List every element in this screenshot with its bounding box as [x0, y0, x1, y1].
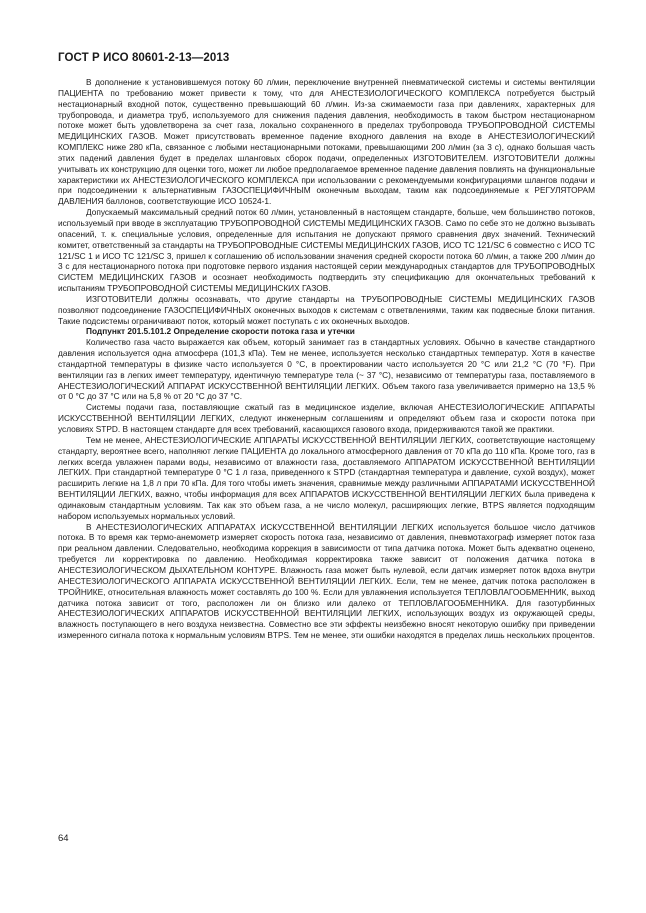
paragraph: Системы подачи газа, поставляющие сжатый газ в медицинское изделие, включая АНЕСТЕЗИОЛОГИЧЕСКИЕ АППАРАТЫ ИСКУССТВЕННОЙ ВЕНТИЛЯЦИИ ЛЕГКИХ, следуют инженерным соглашениям и определяют объем газа и скорости потока при условиях STPD. В настоящем стандарте для всех требований, касающихся газового входа, придерживаются такой же практики.: [58, 402, 595, 434]
page-number: 64: [58, 833, 69, 844]
paragraph: Допускаемый максимальный средний поток 60 л/мин, установленный в настоящем стандарте, больше, чем большинство потоков, используемый при вводе в эксплуатацию ТРУБОПРОВОДНОЙ СИСТЕМЫ МЕДИЦИНСКИХ ГАЗОВ. Само по себе это не должно вызывать опасений, т. к. специальные условия, определенные для испытания не допускают прямого сравнения двух значений. Технический комитет, ответственный за стандарты на ТРУБОПРОВОДНЫЕ СИСТЕМЫ МЕДИЦИНСКИХ ГАЗОВ, ИСО ТС 121/SC 6 совместно с ИСО ТС 121/SC 1 и ИСО ТС 121/SC 3, пришел к соглашению об использовании значения средней скорости потока 60 л/мин, а также 200 л/мин до 3 с для нестационарного потока при подготовке первого издания настоящей серии международных стандартов для ТРУБОПРОВОДНЫХ СИСТЕМ МЕДИЦИНСКИХ ГАЗОВ и осознает необходимость подтвердить эту спецификацию для окончательных требований к испытаниям ТРУБОПРОВОДНОЙ СИСТЕМЫ МЕДИЦИНСКИХ ГАЗОВ.: [58, 207, 595, 294]
paragraph: В дополнение к установившемуся потоку 60 л/мин, переключение внутренней пневматической системы и системы вентиляции ПАЦИЕНТА по требованию может привести к тому, что для АНЕСТЕЗИОЛОГИЧЕСКОГО КОМПЛЕКСА потребуется быстрый нестационарный входной поток, существенно превышающий 60 л/мин. Из-за сжимаемости газа при давлениях, характерных для трубопровода, и диаметра труб, используемого для снижения падения давления, необходимость в таком быстром нестационарном потоке может быть удовлетворена за счет газа, локально сохраненного в пределах трубопровода ТРУБОПРОВОДНОЙ СИСТЕМЫ МЕДИЦИНСКИХ ГАЗОВ. Может присутствовать временное падение входного давления на входе в АНЕСТЕЗИОЛОГИЧЕСКИЙ КОМПЛЕКС ниже 280 кПа, связанное с любыми нестационарными потоками, превышающими 200 л/мин (за 3 с), однако большая часть этих падений давления будет в пределах шланговых сборок подачи, определенных ИЗГОТОВИТЕЛЕМ. ИЗГОТОВИТЕЛИ должны учитывать их конструкцию для оценки того, может ли любое предполагаемое временное падение давления повлиять на функциональные характеристики их АНЕСТЕЗИОЛОГИЧЕСКОГО КОМПЛЕКСА при использовании с рекомендуемыми конфигурациями шлангов подачи и при подсоединении к альтернативным ГАЗОСПЕЦИФИЧНЫМ оконечным выходам, таким как подсоединяемые к РЕГУЛЯТОРАМ ДАВЛЕНИЯ баллонов, соответствующие ИСО 10524-1.: [58, 77, 595, 207]
standard-header: ГОСТ Р ИСО 80601-2-13—2013: [58, 52, 230, 64]
paragraph: Количество газа часто выражается как объем, который занимает газ в стандартных условиях. Обычно в качестве стандартного давления используется одна атмосфера (101,3 кПа). Тем не менее, используется несколько стандартных температур. Хотя в качестве стандартной температуры в физике часто используется 0 °С, в проектировании часто используется 20 °С или 21,2 °С (70 °F). При вентиляции газ в легких имеет температуру, идентичную температуре тела (~ 37 °С), независимо от температуры газа, поставляемого в АНЕСТЕЗИОЛОГИЧЕСКИЙ АППАРАТ ИСКУССТВЕННОЙ ВЕНТИЛЯЦИИ ЛЕГКИХ. Объем такого газа увеличивается примерно на 13,5 % от 0 °С до 37 °С или на 5,8 % от 20 °С до 37 °С.: [58, 337, 595, 402]
paragraph: ИЗГОТОВИТЕЛИ должны осознавать, что другие стандарты на ТРУБОПРОВОДНЫЕ СИСТЕМЫ МЕДИЦИНСКИХ ГАЗОВ позволяют подсоединение ГАЗОСПЕЦИФИЧНЫХ оконечных выходов к системам с ответвлениями, таким как подвесные блоки питания. Такие подсистемы ограничивают поток, который может поступать с их оконечных выходов.: [58, 293, 595, 326]
subclause-heading: Подпункт 201.5.101.2 Определение скорости потока газа и утечки: [86, 326, 355, 337]
paragraph: Тем не менее, АНЕСТЕЗИОЛОГИЧЕСКИЕ АППАРАТЫ ИСКУССТВЕННОЙ ВЕНТИЛЯЦИИ ЛЕГКИХ, соответствующие настоящему стандарту, вероятнее всего, наполняют легкие ПАЦИЕНТА до локального атмосферного давления от 70 кПа до 110 кПа. Кроме того, газ в легких всегда увлажнен парами воды, независимо от влажности газа, доставляемого АППАРАТОМ ИСКУССТВЕННОЙ ВЕНТИЛЯЦИИ ЛЕГКИХ. При стандартной температуре 0 °С 1 л газа, приведенного к STPD (стандартная температура и давление, сухой воздух), может расширить легкие на 1,8 л при 70 кПа. Для того чтобы иметь значения, сравнимые между различными АППАРАТАМИ ИСКУССТВЕННОЙ ВЕНТИЛЯЦИИ ЛЕГКИХ, важно, чтобы информация для всех АППАРАТОВ ИСКУССТВЕННОЙ ВЕНТИЛЯЦИИ ЛЕГКИХ была приведена к одинаковым стандартным условиям. Так как это объем газа, а не число молекул, расширяющих легкие, BTPS является подходящим набором используемых нормальных условий.: [58, 434, 595, 521]
paragraph: В АНЕСТЕЗИОЛОГИЧЕСКИХ АППАРАТАХ ИСКУССТВЕННОЙ ВЕНТИЛЯЦИИ ЛЕГКИХ используется большое число датчиков потока. В то время как термо-анемометр измеряет скорость потока газа, независимо от давления, пневмотахограф измеряет поток газа при реальном давлении. Следовательно, необходима коррекция в зависимости от типа датчика потока. Может быть адекватно оценено, требуется ли корректировка по давлению. Необходимая корректировка также зависит от положения датчика потока в АНЕСТЕЗИОЛОГИЧЕСКОМ ДЫХАТЕЛЬНОМ КОНТУРЕ. Влажность газа может быть нулевой, если датчик измеряет поток вдоха внутри АНЕСТЕЗИОЛОГИЧЕСКОГО АППАРАТА ИСКУССТВЕННОЙ ВЕНТИЛЯЦИИ ЛЕГКИХ. Если, тем не менее, датчик потока расположен в ТРОЙНИКЕ, относительная влажность может составлять до 100 %. Если для увлажнения используется ТЕПЛОВЛАГООБМЕННИК, выход датчика потока зависит от того, расположен ли он близко или далеко от ТЕПЛОВЛАГООБМЕННИКА. Для газотурбинных АНЕСТЕЗИОЛОГИЧЕСКИХ АППАРАТОВ ИСКУССТВЕННОЙ ВЕНТИЛЯЦИИ ЛЕГКИХ, использующих воздух из окружающей среды, влажность поступающего в него воздуха неизвестна. Совместно все эти эффекты неизбежно вносят некоторую ошибку при приведении измеренного сигнала потока к нормальным условиям BTPS. Тем не менее, эти ошибки находятся в пределах лишь нескольких процентов.: [58, 521, 595, 641]
document-body: [58, 77, 595, 641]
